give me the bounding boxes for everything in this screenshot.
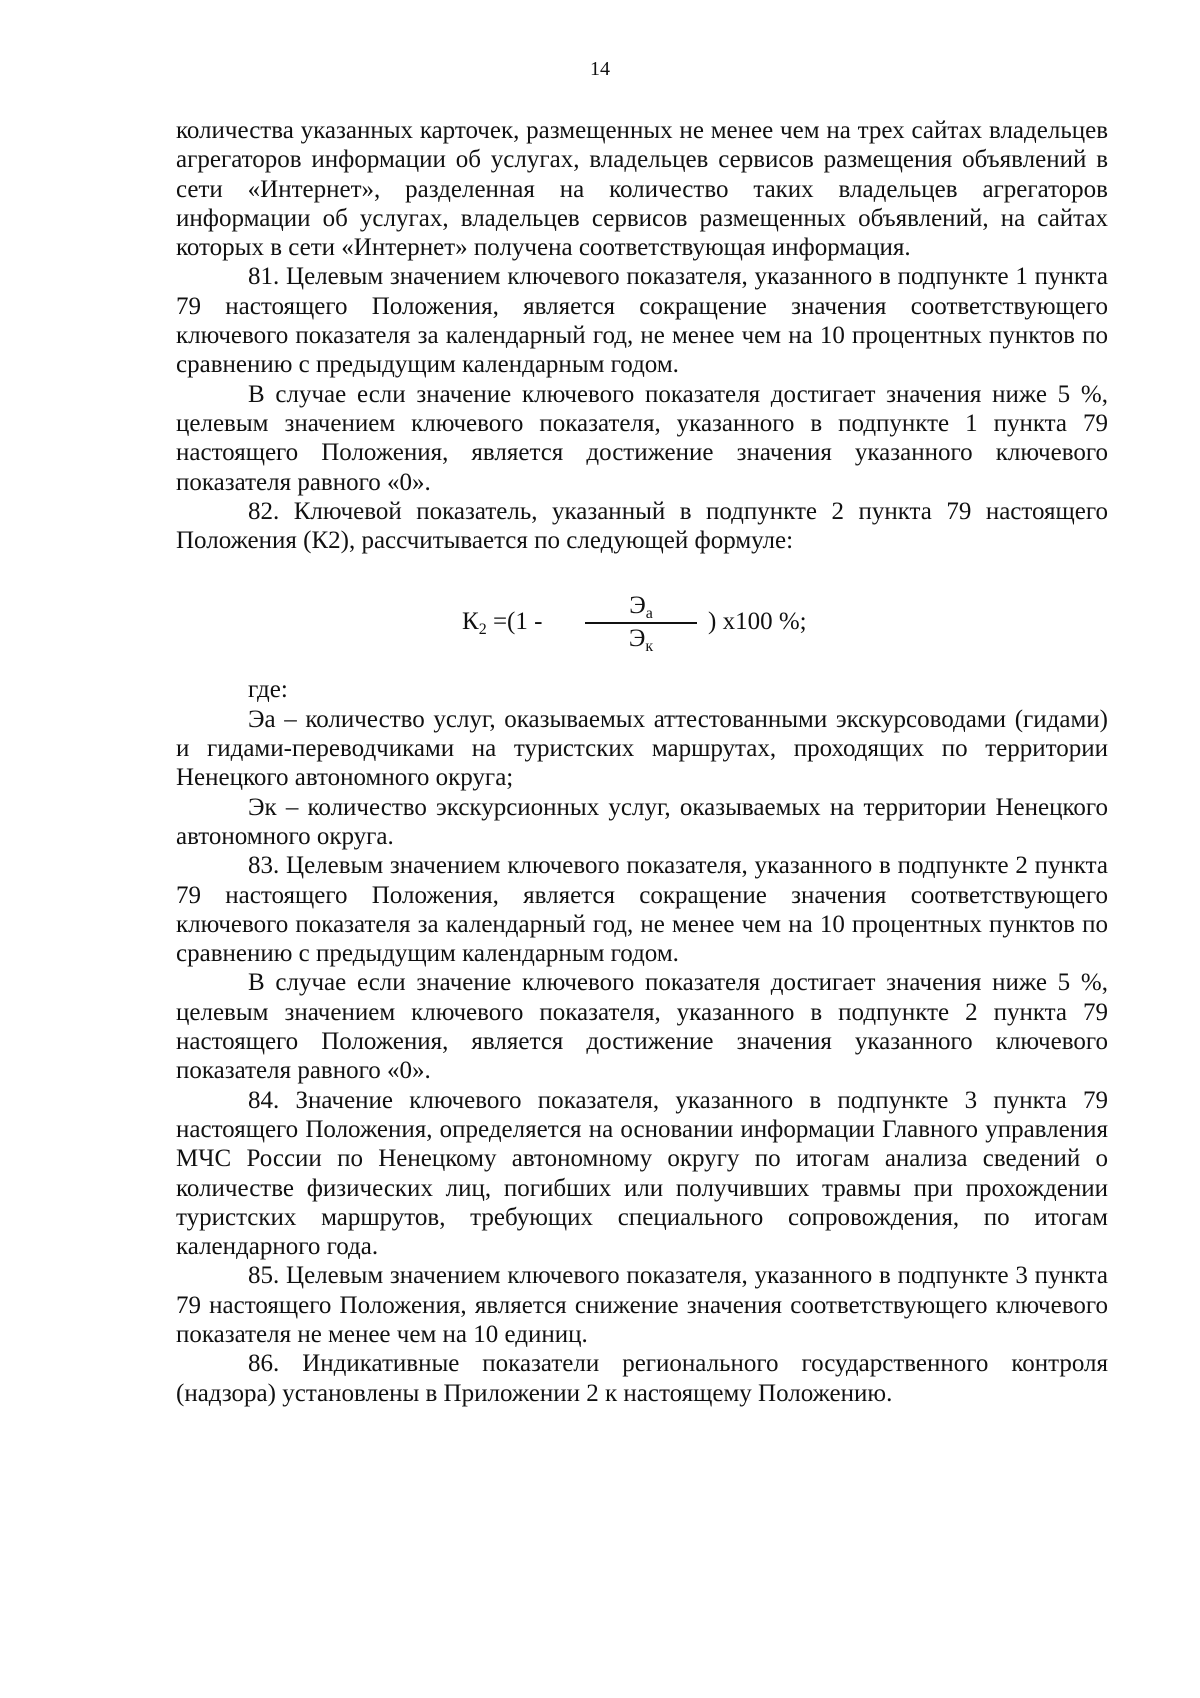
formula-rhs: ) x100 %; [708, 608, 807, 636]
page-number: 14 [590, 58, 610, 80]
formula-denominator [585, 624, 697, 661]
formula-block [176, 555, 1108, 675]
formula-lhs-rest: =(1 - [486, 608, 543, 636]
where-label: где: [248, 676, 288, 704]
formula-numerator-subscript: а [645, 605, 653, 623]
document-body [176, 116, 1108, 1408]
formula-fraction [585, 591, 697, 655]
formula-lhs [462, 607, 542, 644]
paragraph-86: 86. Индикативные показатели регионального государственного контроля (надзора) установлены в Приложении 2 к настоящему Положению. [176, 1350, 1108, 1407]
formula-k2 [462, 591, 862, 656]
paragraph-83-case: В случае если значение ключевого показателя достигает значения ниже 5 %, целевым значением ключевого показателя, указанного в подпункте 2 пункта 79 настоящего Положения, является достижение значения указанного ключевого показателя равного «0». [176, 969, 1108, 1085]
definition-ek: Эк – количество экскурсионных услуг, оказываемых на территории Ненецкого автономного округа. [176, 793, 1108, 850]
formula-denominator-subscript: к [645, 638, 654, 656]
formula-numerator-symbol: Э [629, 592, 646, 620]
definition-ea: Эа – количество услуг, оказываемых аттестованными экскурсоводами (гидами) и гидами-переводчиками на туристских маршрутах, проходящих по территории Ненецкого автономного округа; [176, 705, 1108, 792]
paragraph-83: 83. Целевым значением ключевого показателя, указанного в подпункте 2 пункта 79 настоящего Положения, является сокращение значения соответствующего ключевого показателя за календарный год, не менее чем на 10 процентных пунктов по сравнению с предыдущим календарным годом. [176, 852, 1108, 968]
paragraph-81: 81. Целевым значением ключевого показателя, указанного в подпункте 1 пункта 79 настоящего Положения, является сокращение значения соответствующего ключевого показателя за календарный год, не менее чем на 10 процентных пунктов по сравнению с предыдущим календарным годом. [176, 263, 1108, 379]
paragraph-continuation: количества указанных карточек, размещенных не менее чем на трех сайтах владельцев агрегаторов информации об услугах, владельцев сервисов размещения объявлений в сети «Интернет», разделенная на количество таких владельцев агрегаторов информации об услугах, владельцев сервисов размещенных объявлений, на сайтах которых в сети «Интернет» получена соответствующая информация. [176, 117, 1108, 262]
paragraph-84: 84. Значение ключевого показателя, указанного в подпункте 3 пункта 79 настоящего Положения, определяется на основании информации Главного управления МЧС России по Ненецкому автономному округу по итогам анализа сведений о количестве физических лиц, погибших или получивших травмы при прохождении туристских маршрутов, требующих специального сопровождения, по итогам календарного года. [176, 1086, 1108, 1261]
paragraph-81-case: В случае если значение ключевого показателя достигает значения ниже 5 %, целевым значением ключевого показателя, указанного в подпункте 1 пункта 79 настоящего Положения, является достижение значения указанного ключевого показателя равного «0». [176, 380, 1108, 496]
formula-lhs-subscript: 2 [478, 621, 487, 639]
formula-denominator-symbol: Э [628, 625, 646, 653]
paragraph-82: 82. Ключевой показатель, указанный в подпункте 2 пункта 79 настоящего Положения (К2), рассчитывается по следующей формуле: [176, 497, 1108, 555]
formula-lhs-symbol: К [462, 608, 479, 636]
paragraph-85: 85. Целевым значением ключевого показателя, указанного в подпункте 3 пункта 79 настоящего Положения, является снижение значения соответствующего ключевого показателя не менее чем на 10 единиц. [176, 1262, 1108, 1348]
